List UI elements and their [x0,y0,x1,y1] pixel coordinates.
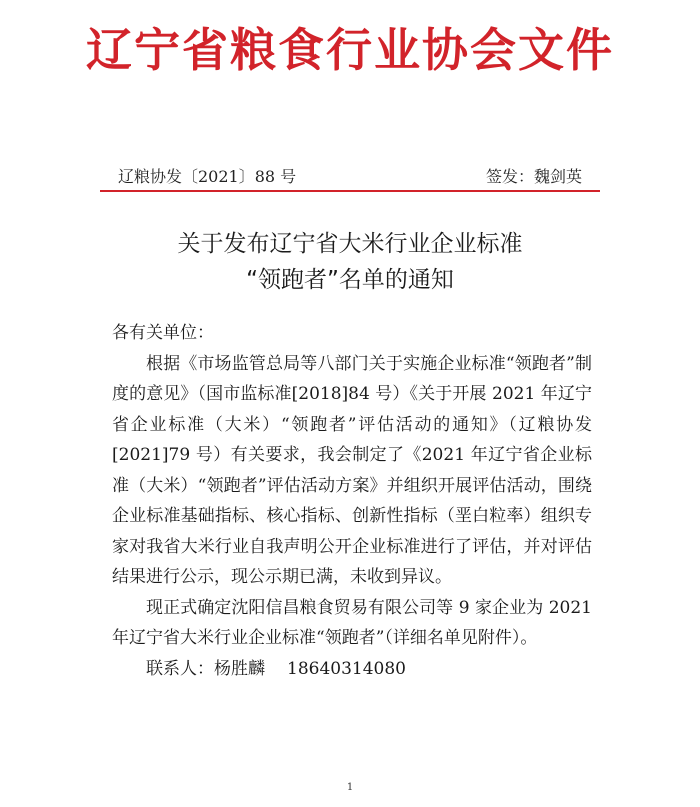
paragraph-2: 现正式确定沈阳信昌粮食贸易有限公司等 9 家企业为 2021 年辽宁省大米行业企业标准“领跑者”（详细名单见附件）。 [112,597,592,648]
document-title [0,226,700,298]
title-line-2: “领跑者”名单的通知 [246,267,454,293]
document-masthead: 辽宁省粮食行业协会文件 [86,23,614,77]
contact-person: 联系人：杨胜麟 [146,658,265,679]
document-body [112,318,592,684]
contact-phone: 18640314080 [287,658,406,679]
paragraph-1: 根据《市场监管总局等八部门关于实施企业标准“领跑者”制度的意见》（国市监标准[2018]84 号）《关于开展 2021 年辽宁省企业标准（大米）“领跑者”评估活动的通知》（辽粮协发[2021]79 号）有关要求，我会制定了《2021 年辽宁省企业标准（大米）“领跑者”评估活动方案》并组织开展评估活动，围绕企业标准基础指标、核心指标、创新性指标（垩白粒率）组织专家对我省大米行业自我声明公开企业标准进行了评估，并对评估结果进行公示，现公示期已满，未收到异议。 [112,353,592,587]
salutation: 各有关单位： [112,323,214,343]
signer: 签发：魏剑英 [485,167,582,186]
red-divider-line [100,190,600,192]
page-number: 1 [346,782,354,793]
contact-line [112,654,592,685]
document-number: 辽粮协发〔2021〕88 号 [118,167,297,186]
title-line-1: 关于发布辽宁省大米行业企业标准 [177,231,523,257]
